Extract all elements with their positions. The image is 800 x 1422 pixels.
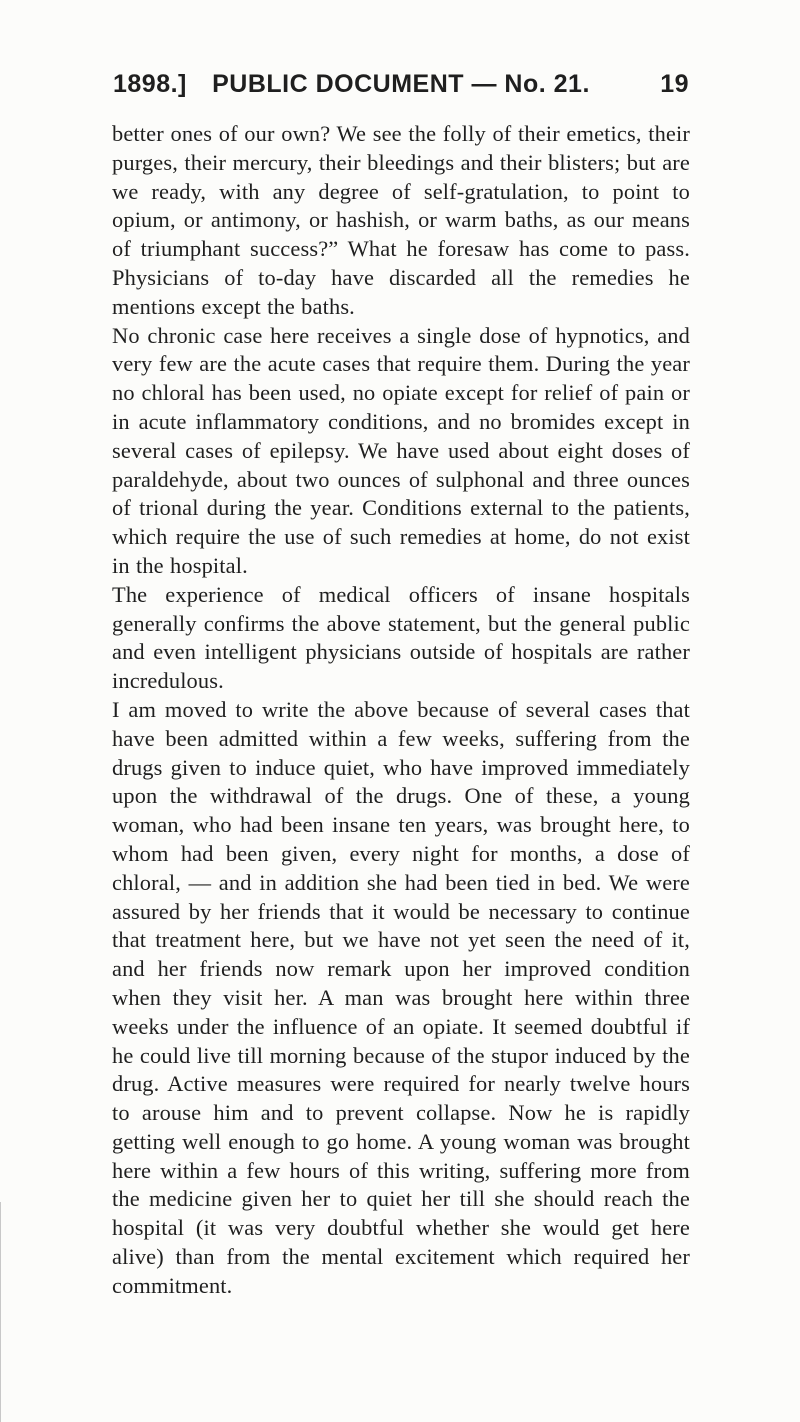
paragraph-4: I am moved to write the above because of several cases that have been admitted within a few weeks, suffering from the drugs given to induce quiet, who have improved immediately upon the withdrawal of the drugs. One of these, a young woman, who had been insane ten years, was brought here, to whom had been given, every night for months, a dose of chloral, — and in addition she had been tied in bed. We were assured by her friends that it would be necessary to continue that treatment here, but we have not yet seen the need of it, and her friends now remark upon her improved condition when they visit her. A man was brought here within three weeks under the influence of an opiate. It seemed doubtful if he could live till morning because of the stupor induced by the drug. Active measures were required for nearly twelve hours to arouse him and to prevent collapse. Now he is rapidly getting well enough to go home. A young woman was brought here within a few hours of this writing, suffering more from the medicine given her to quiet her till she should reach the hospital (it was very doubtful whether she would get here alive) than from the mental excitement which required her commitment.: [112, 696, 690, 1298]
header-year: 1898.]: [113, 70, 187, 98]
page-edge-shadow: [0, 1202, 1, 1422]
paragraph-1: better ones of our own? We see the folly of their emetics, their purges, their mercury, their bleedings and their blisters; but are we ready, with any degree of self-gratulation, to point to opium, or antimony, or hashish, or warm baths, as our means of triumphant success?” What he foresaw has come to pass. Physicians of to-day have discarded all the remedies he mentions except the baths.: [112, 121, 690, 319]
running-header: [113, 66, 689, 102]
page-number: 19: [660, 70, 689, 98]
paragraph-3: The experience of medical officers of insane hospitals generally confirms the above statement, but the general public and even intelligent physicians outside of hospitals are rather incredulous.: [112, 581, 690, 694]
body-text: [112, 120, 690, 1301]
header-title: PUBLIC DOCUMENT — No. 21.: [212, 70, 590, 98]
paragraph-2: No chronic case here receives a single dose of hypnotics, and very few are the acute cases that require them. During the year no chloral has been used, no opiate except for relief of pain or in acute inflammatory conditions, and no bromides except in several cases of epilepsy. We have used about eight doses of paraldehyde, about two ounces of sulphonal and three ounces of trional during the year. Conditions external to the patients, which require the use of such remedies at home, do not exist in the hospital.: [112, 322, 690, 578]
